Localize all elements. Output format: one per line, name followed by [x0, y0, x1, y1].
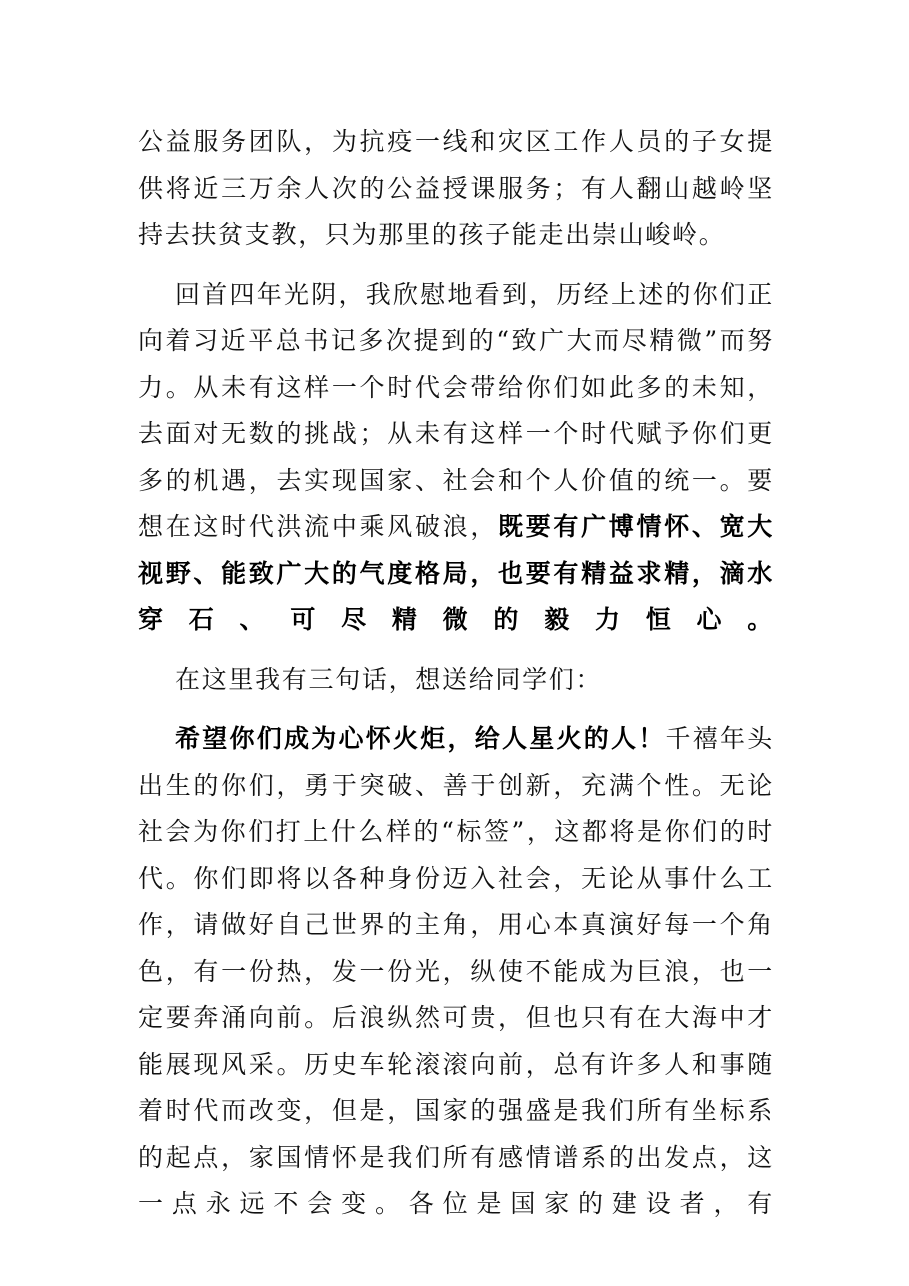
paragraph-text: 回首四年光阴，我欣慰地看到，历经上述的你们正向着习近平总书记多次提到的“致广大而尽精微”而努力。从未有这样一个时代会带给你们如此多的未知，去面对无数的挑战；从未有这样一个时代赋予你们更多的机遇，去实现国家、社会和个人价值的统一。要想在这时代洪流中乘风破浪， [138, 279, 774, 541]
document-body [138, 119, 774, 1241]
paragraph-text: 在这里我有三句话，想送给同学们： [175, 664, 603, 694]
paragraph-text: 千禧年头出生的你们，勇于突破、善于创新，充满个性。无论社会为你们打上什么样的“标签”，这都将是你们的时代。你们即将以各种身份迈入社会，无论从事什么工作，请做好自己世界的主角，用心本真演好每一个角色，有一份热，发一份光，纵使不能成为巨浪，也一定要奔涌向前。后浪纵然可贵，但也只有在大海中才能展现风采。历史车轮滚滚向前，总有许多人和事随着时代而改变，但是，国家的强盛是我们所有坐标系的起点，家国情怀是我们所有感情谱系的出发点，这一点永远不会变。各位是国家的建设者，有 [138, 724, 774, 1218]
paragraph-bold-heading: 希望你们成为心怀火炬，给人星火的人！ [175, 724, 666, 753]
paragraph-continuation [138, 119, 774, 259]
paragraph-text: 公益服务团队，为抗疫一线和灾区工作人员的子女提供将近三万余人次的公益授课服务；有人翻山越岭坚持去扶贫支教，只为那里的孩子能走出崇山峻岭。 [138, 127, 774, 249]
paragraph-intro-three-sentences [138, 657, 774, 704]
paragraph-reflection [138, 272, 774, 644]
paragraph-bold-emphasis: 既要有广博情怀、宽大视野、能致广大的气度格局，也要有精益求精，滴水穿石、可尽精微的毅力恒心。 [138, 512, 774, 634]
paragraph-first-wish [138, 716, 774, 1228]
